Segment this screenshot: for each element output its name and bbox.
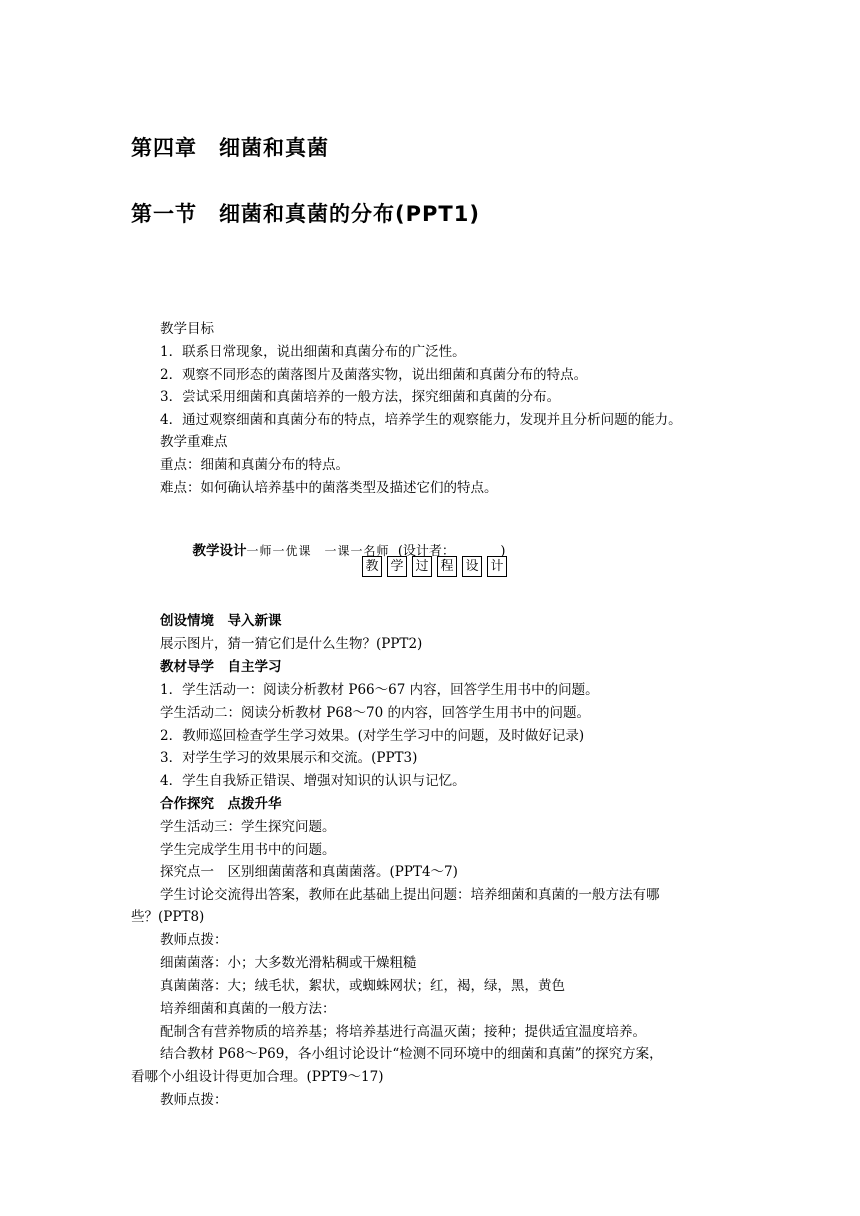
process-line: 结合教材 P68～P69，各小组讨论设计“检测不同环境中的细菌和真菌”的探究方案，: [160, 1046, 663, 1062]
difficult-point: 难点：如何确认培养基中的菌落类型及描述它们的特点。: [160, 480, 498, 496]
process-line: 1．学生活动一：阅读分析教材 P66～67 内容，回答学生用书中的问题。: [160, 682, 599, 698]
process-heading: 创设情境 导入新课: [160, 613, 282, 629]
process-title-boxes: [362, 556, 507, 577]
section-title: 第一节 细菌和真菌的分布(PPT1): [131, 202, 480, 226]
process-line: 4．学生自我矫正错误、增强对知识的认识与记忆。: [160, 773, 466, 789]
process-line: 3．对学生学习的效果展示和交流。(PPT3): [160, 750, 418, 766]
process-heading: 合作探究 点拨升华: [160, 796, 282, 812]
process-line: 细菌菌落：小；大多数光滑粘稠或干燥粗糙: [160, 955, 417, 971]
title-box-char: 程: [437, 556, 457, 577]
title-box-char: 计: [487, 556, 507, 577]
process-line: 看哪个小组设计得更加合理。(PPT9～17): [131, 1069, 384, 1085]
process-line: 探究点一 区别细菌菌落和真菌菌落。(PPT4～7): [160, 864, 458, 880]
title-box-char: 设: [462, 556, 482, 577]
process-line: 配制含有营养物质的培养基；将培养基进行高温灭菌；接种；提供适宜温度培养。: [160, 1024, 646, 1040]
process-line: 学生活动三：学生探究问题。: [160, 819, 336, 835]
process-line: 学生完成学生用书中的问题。: [160, 842, 336, 858]
process-line: 教师点拨：: [160, 1092, 228, 1108]
process-line: 学生讨论交流得出答案，教师在此基础上提出问题：培养细菌和真菌的一般方法有哪: [160, 887, 660, 903]
designer-field: (设计者： ): [397, 544, 506, 559]
title-box-char: 过: [412, 556, 432, 577]
process-line: 学生活动二：阅读分析教材 P68～70 的内容，回答学生用书中的问题。: [160, 705, 591, 721]
key-point: 重点：细菌和真菌分布的特点。: [160, 457, 349, 473]
process-heading: 教材导学 自主学习: [160, 659, 282, 675]
process-line: 真菌菌落：大；绒毛状，絮状，或蜘蛛网状；红，褐，绿，黑，黄色: [160, 978, 565, 994]
process-line: 教师点拨：: [160, 932, 228, 948]
process-line: 展示图片，猜一猜它们是什么生物？(PPT2): [160, 636, 423, 652]
objective-item: 4．通过观察细菌和真菌分布的特点，培养学生的观察能力，发现并且分析问题的能力。: [160, 412, 682, 428]
chapter-title: 第四章 细菌和真菌: [131, 136, 329, 160]
objectives-heading: 教学目标: [160, 321, 214, 337]
design-subtitle: 一师一优课 一课一名师: [246, 544, 390, 558]
objective-item: 2．观察不同形态的菌落图片及菌落实物，说出细菌和真菌分布的特点。: [160, 367, 588, 383]
objective-item: 3．尝试采用细菌和真菌培养的一般方法，探究细菌和真菌的分布。: [160, 389, 561, 405]
key-points-heading: 教学重难点: [160, 434, 228, 450]
process-line: 培养细菌和真菌的一般方法：: [160, 1001, 336, 1017]
title-box-char: 学: [387, 556, 407, 577]
process-line: 2．教师巡回检查学生学习效果。(对学生学习中的问题，及时做好记录): [160, 728, 585, 744]
objective-item: 1．联系日常现象，说出细菌和真菌分布的广泛性。: [160, 344, 466, 360]
process-line: 些？(PPT8): [131, 909, 205, 925]
design-label: 教学设计: [192, 543, 247, 559]
title-box-char: 教: [362, 556, 382, 577]
